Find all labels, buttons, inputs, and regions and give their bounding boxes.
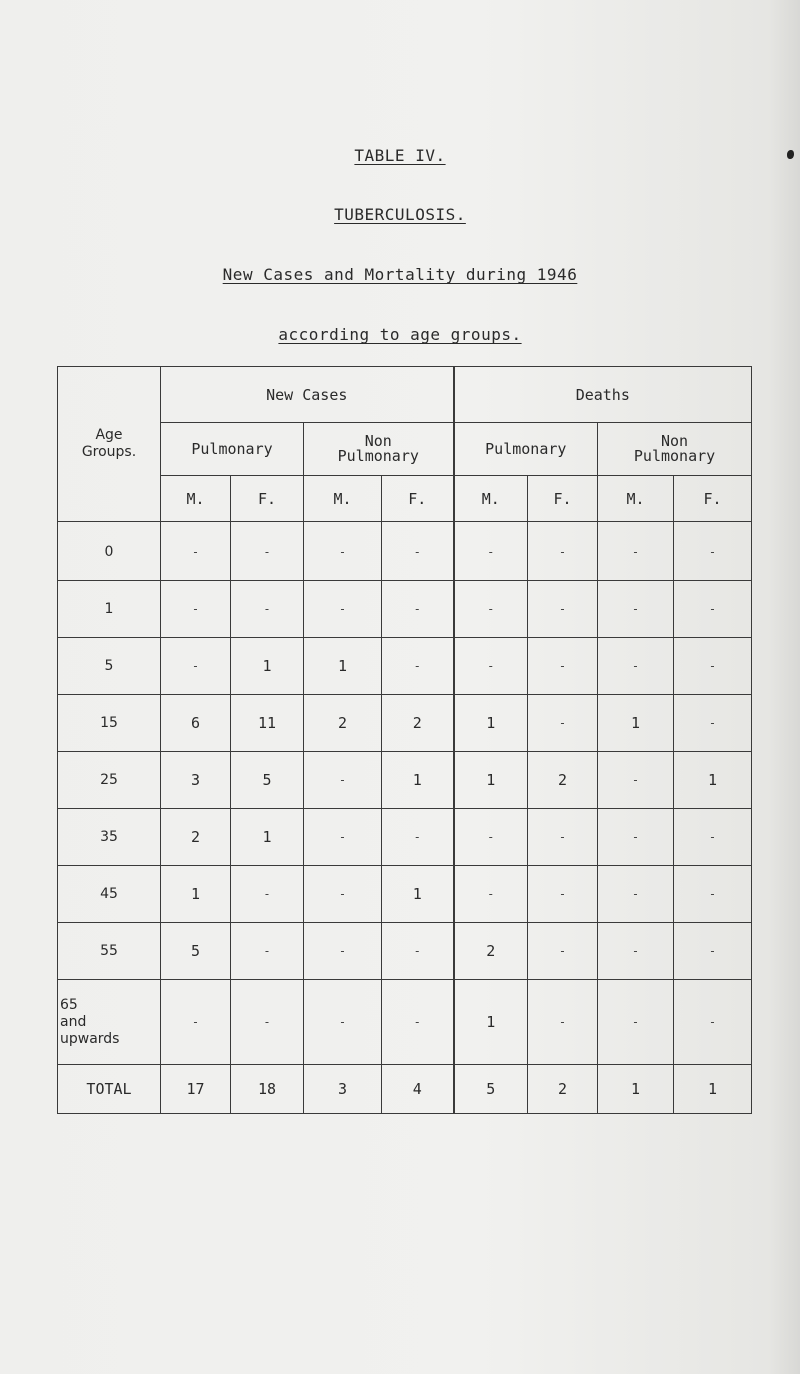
- value-cell: -: [304, 581, 382, 638]
- value-cell: 1: [304, 638, 382, 695]
- value-cell: -: [231, 980, 304, 1065]
- value-cell: -: [598, 752, 674, 809]
- value-cell: 2: [304, 695, 382, 752]
- value-cell: -: [528, 638, 598, 695]
- value-cell: -: [382, 809, 454, 866]
- value-cell: -: [674, 980, 752, 1065]
- age-group-cell: 25: [58, 752, 161, 809]
- age-group-cell: 65 and upwards: [58, 980, 161, 1065]
- value-cell: 2: [528, 752, 598, 809]
- total-cell: 18: [231, 1065, 304, 1114]
- value-cell: 1: [454, 980, 528, 1065]
- total-cell: 1: [598, 1065, 674, 1114]
- total-cell: 1: [674, 1065, 752, 1114]
- value-cell: 1: [454, 695, 528, 752]
- age-group-cell: 45: [58, 866, 161, 923]
- header-row-2: [58, 423, 752, 476]
- tuberculosis-table: [57, 366, 752, 1114]
- value-cell: -: [528, 980, 598, 1065]
- header-row-3: [58, 476, 752, 522]
- value-cell: 1: [598, 695, 674, 752]
- new-cases-non-pulmonary-header: Non Pulmonary: [304, 423, 454, 476]
- document-subtitle: according to age groups.: [278, 325, 522, 344]
- value-cell: 1: [454, 752, 528, 809]
- deaths-header: Deaths: [454, 367, 752, 423]
- total-cell: 2: [528, 1065, 598, 1114]
- sex-header-f: F.: [528, 476, 598, 522]
- value-cell: -: [528, 695, 598, 752]
- value-cell: 1: [382, 866, 454, 923]
- value-cell: -: [382, 923, 454, 980]
- value-cell: -: [231, 923, 304, 980]
- sex-header-f: F.: [382, 476, 454, 522]
- value-cell: -: [382, 581, 454, 638]
- value-cell: 6: [161, 695, 231, 752]
- value-cell: -: [674, 695, 752, 752]
- value-cell: -: [598, 638, 674, 695]
- deaths-non-pulmonary-header: Non Pulmonary: [598, 423, 752, 476]
- value-cell: -: [598, 923, 674, 980]
- value-cell: -: [598, 522, 674, 581]
- age-group-cell: 0: [58, 522, 161, 581]
- value-cell: -: [231, 866, 304, 923]
- sex-header-f: F.: [674, 476, 752, 522]
- age-group-cell: 35: [58, 809, 161, 866]
- sex-header-m: M.: [598, 476, 674, 522]
- value-cell: -: [598, 866, 674, 923]
- value-cell: -: [528, 866, 598, 923]
- age-groups-header: Age Groups.: [58, 367, 161, 522]
- value-cell: 1: [382, 752, 454, 809]
- table-row: [58, 923, 752, 980]
- value-cell: -: [304, 923, 382, 980]
- value-cell: -: [674, 581, 752, 638]
- table-row: [58, 866, 752, 923]
- value-cell: 1: [231, 809, 304, 866]
- value-cell: -: [454, 581, 528, 638]
- value-cell: -: [674, 923, 752, 980]
- value-cell: 3: [161, 752, 231, 809]
- table-row: [58, 522, 752, 581]
- new-cases-pulmonary-header: Pulmonary: [161, 423, 304, 476]
- sex-header-m: M.: [454, 476, 528, 522]
- total-cell: 4: [382, 1065, 454, 1114]
- value-cell: 2: [161, 809, 231, 866]
- value-cell: -: [598, 980, 674, 1065]
- value-cell: 5: [231, 752, 304, 809]
- value-cell: -: [304, 522, 382, 581]
- value-cell: -: [161, 638, 231, 695]
- header-row-1: [58, 367, 752, 423]
- table-row: [58, 752, 752, 809]
- value-cell: -: [382, 638, 454, 695]
- value-cell: -: [161, 581, 231, 638]
- value-cell: 2: [454, 923, 528, 980]
- table-label: TABLE IV.: [354, 146, 446, 165]
- value-cell: 5: [161, 923, 231, 980]
- age-group-cell: 15: [58, 695, 161, 752]
- value-cell: -: [304, 866, 382, 923]
- value-cell: -: [528, 809, 598, 866]
- value-cell: 2: [382, 695, 454, 752]
- document-title: New Cases and Mortality during 1946: [222, 265, 578, 284]
- value-cell: 1: [231, 638, 304, 695]
- value-cell: -: [674, 866, 752, 923]
- value-cell: -: [231, 522, 304, 581]
- value-cell: -: [528, 923, 598, 980]
- value-cell: -: [674, 522, 752, 581]
- sex-header-m: M.: [161, 476, 231, 522]
- value-cell: -: [454, 522, 528, 581]
- value-cell: -: [382, 980, 454, 1065]
- value-cell: 1: [674, 752, 752, 809]
- table-row-total: [58, 1065, 752, 1114]
- total-cell: 5: [454, 1065, 528, 1114]
- value-cell: -: [161, 980, 231, 1065]
- ink-speck: [787, 150, 794, 159]
- value-cell: -: [454, 809, 528, 866]
- age-group-cell: 1: [58, 581, 161, 638]
- value-cell: -: [674, 638, 752, 695]
- table-row: [58, 695, 752, 752]
- total-cell: 3: [304, 1065, 382, 1114]
- table-row-65-and-upwards: [58, 980, 752, 1065]
- total-cell: 17: [161, 1065, 231, 1114]
- value-cell: -: [598, 581, 674, 638]
- table-body: [58, 522, 752, 980]
- value-cell: -: [382, 522, 454, 581]
- value-cell: -: [304, 980, 382, 1065]
- value-cell: -: [528, 581, 598, 638]
- table-row: [58, 638, 752, 695]
- value-cell: 11: [231, 695, 304, 752]
- value-cell: -: [454, 866, 528, 923]
- age-group-cell: 55: [58, 923, 161, 980]
- value-cell: 1: [161, 866, 231, 923]
- sex-header-f: F.: [231, 476, 304, 522]
- value-cell: -: [674, 809, 752, 866]
- sex-header-m: M.: [304, 476, 382, 522]
- document-subject: TUBERCULOSIS.: [334, 205, 466, 224]
- total-label: TOTAL: [58, 1065, 161, 1114]
- deaths-pulmonary-header: Pulmonary: [454, 423, 598, 476]
- value-cell: -: [231, 581, 304, 638]
- age-group-cell: 5: [58, 638, 161, 695]
- value-cell: -: [598, 809, 674, 866]
- table-row: [58, 581, 752, 638]
- value-cell: -: [454, 638, 528, 695]
- new-cases-header: New Cases: [161, 367, 454, 423]
- table-row: [58, 809, 752, 866]
- value-cell: -: [161, 522, 231, 581]
- value-cell: -: [304, 809, 382, 866]
- value-cell: -: [528, 522, 598, 581]
- value-cell: -: [304, 752, 382, 809]
